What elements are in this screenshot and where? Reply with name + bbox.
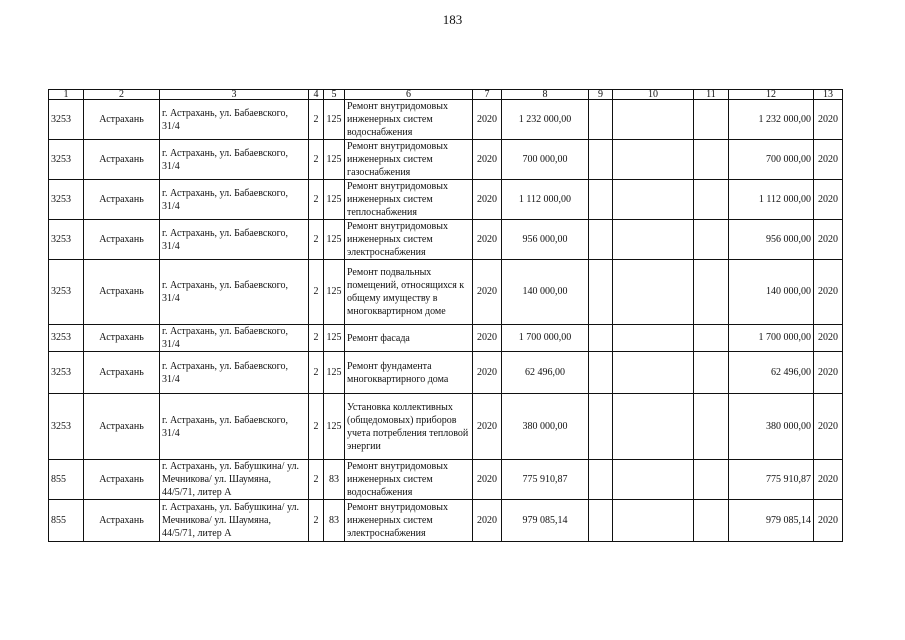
col9-cell [589,500,613,542]
cost-cell: 62 496,00 [502,352,589,394]
cost-cell: 1 700 000,00 [502,325,589,352]
col4-cell: 2 [309,460,324,500]
col11-cell [694,394,729,460]
year-cell: 2020 [473,500,502,542]
house-id-cell: 3253 [49,140,84,180]
table-row [49,325,843,352]
total-cost-cell: 140 000,00 [729,260,814,325]
cost-cell: 979 085,14 [502,500,589,542]
house-id-cell: 855 [49,460,84,500]
work-type-cell: Ремонт внутридомовых инженерных систем теплоснабжения [345,180,473,220]
page-number: 183 [442,12,463,27]
house-id-cell: 3253 [49,325,84,352]
end-year-cell: 2020 [814,500,843,542]
end-year-cell: 2020 [814,394,843,460]
col11-cell [694,260,729,325]
cost-cell: 1 112 000,00 [502,180,589,220]
table-row [49,352,843,394]
col4-cell: 2 [309,352,324,394]
city-cell: Астрахань [84,394,160,460]
year-cell: 2020 [473,394,502,460]
year-cell: 2020 [473,100,502,140]
city-cell: Астрахань [84,500,160,542]
total-cost-cell: 700 000,00 [729,140,814,180]
col9-cell [589,394,613,460]
column-number-row [49,90,843,100]
col4-cell: 2 [309,100,324,140]
end-year-cell: 2020 [814,100,843,140]
city-cell: Астрахань [84,220,160,260]
table-row [49,460,843,500]
total-cost-cell: 62 496,00 [729,352,814,394]
col5-cell: 125 [324,220,345,260]
total-cost-cell: 1 112 000,00 [729,180,814,220]
total-cost-cell: 956 000,00 [729,220,814,260]
end-year-cell: 2020 [814,460,843,500]
column-header: 5 [324,90,345,100]
column-header: 1 [49,90,84,100]
col4-cell: 2 [309,180,324,220]
total-cost-cell: 775 910,87 [729,460,814,500]
year-cell: 2020 [473,260,502,325]
col10-cell [613,140,694,180]
col9-cell [589,352,613,394]
work-type-cell: Ремонт фундамента многоквартирного дома [345,352,473,394]
col5-cell: 125 [324,140,345,180]
col10-cell [613,500,694,542]
column-header: 12 [729,90,814,100]
col10-cell [613,460,694,500]
house-id-cell: 3253 [49,220,84,260]
work-type-cell: Установка коллективных (общедомовых) приборов учета потребления тепловой энергии [345,394,473,460]
house-id-cell: 855 [49,500,84,542]
cost-cell: 700 000,00 [502,140,589,180]
address-cell: г. Астрахань, ул. Бабаевского, 31/4 [160,220,309,260]
address-cell: г. Астрахань, ул. Бабаевского, 31/4 [160,140,309,180]
col10-cell [613,260,694,325]
col5-cell: 125 [324,325,345,352]
column-header: 6 [345,90,473,100]
col5-cell: 125 [324,180,345,220]
work-type-cell: Ремонт внутридомовых инженерных систем электроснабжения [345,220,473,260]
end-year-cell: 2020 [814,180,843,220]
end-year-cell: 2020 [814,260,843,325]
col5-cell: 83 [324,460,345,500]
work-type-cell: Ремонт внутридомовых инженерных систем водоснабжения [345,100,473,140]
address-cell: г. Астрахань, ул. Бабаевского, 31/4 [160,394,309,460]
col4-cell: 2 [309,140,324,180]
col11-cell [694,500,729,542]
work-type-cell: Ремонт внутридомовых инженерных систем водоснабжения [345,460,473,500]
column-header: 2 [84,90,160,100]
work-type-cell: Ремонт фасада [345,325,473,352]
city-cell: Астрахань [84,325,160,352]
col10-cell [613,100,694,140]
year-cell: 2020 [473,220,502,260]
total-cost-cell: 1 700 000,00 [729,325,814,352]
year-cell: 2020 [473,140,502,180]
address-cell: г. Астрахань, ул. Бабаевского, 31/4 [160,260,309,325]
city-cell: Астрахань [84,180,160,220]
cost-cell: 775 910,87 [502,460,589,500]
address-cell: г. Астрахань, ул. Бабаевского, 31/4 [160,100,309,140]
house-id-cell: 3253 [49,100,84,140]
end-year-cell: 2020 [814,220,843,260]
work-type-cell: Ремонт подвальных помещений, относящихся к общему имуществу в многоквартирном доме [345,260,473,325]
table-row [49,394,843,460]
column-header: 4 [309,90,324,100]
col5-cell: 125 [324,352,345,394]
col11-cell [694,100,729,140]
address-cell: г. Астрахань, ул. Бабушкина/ ул. Мечникова/ ул. Шаумяна, 44/5/71, литер А [160,500,309,542]
cost-cell: 140 000,00 [502,260,589,325]
year-cell: 2020 [473,352,502,394]
table-row [49,500,843,542]
house-id-cell: 3253 [49,352,84,394]
end-year-cell: 2020 [814,140,843,180]
col11-cell [694,325,729,352]
house-id-cell: 3253 [49,394,84,460]
end-year-cell: 2020 [814,352,843,394]
total-cost-cell: 1 232 000,00 [729,100,814,140]
col4-cell: 2 [309,260,324,325]
city-cell: Астрахань [84,140,160,180]
col9-cell [589,140,613,180]
col9-cell [589,100,613,140]
col9-cell [589,260,613,325]
cost-cell: 380 000,00 [502,394,589,460]
city-cell: Астрахань [84,460,160,500]
col5-cell: 125 [324,260,345,325]
year-cell: 2020 [473,325,502,352]
column-header: 9 [589,90,613,100]
col10-cell [613,180,694,220]
cost-cell: 1 232 000,00 [502,100,589,140]
col11-cell [694,180,729,220]
col9-cell [589,460,613,500]
total-cost-cell: 979 085,14 [729,500,814,542]
col10-cell [613,394,694,460]
column-header: 13 [814,90,843,100]
address-cell: г. Астрахань, ул. Бабаевского, 31/4 [160,180,309,220]
col4-cell: 2 [309,394,324,460]
col4-cell: 2 [309,500,324,542]
col5-cell: 83 [324,500,345,542]
address-cell: г. Астрахань, ул. Бабушкина/ ул. Мечникова/ ул. Шаумяна, 44/5/71, литер А [160,460,309,500]
house-id-cell: 3253 [49,180,84,220]
address-cell: г. Астрахань, ул. Бабаевского, 31/4 [160,352,309,394]
col10-cell [613,352,694,394]
year-cell: 2020 [473,460,502,500]
house-id-cell: 3253 [49,260,84,325]
col4-cell: 2 [309,325,324,352]
col5-cell: 125 [324,394,345,460]
city-cell: Астрахань [84,352,160,394]
city-cell: Астрахань [84,100,160,140]
table-row [49,260,843,325]
total-cost-cell: 380 000,00 [729,394,814,460]
table-row [49,180,843,220]
capital-repair-table [48,89,843,542]
col11-cell [694,140,729,180]
end-year-cell: 2020 [814,325,843,352]
col10-cell [613,325,694,352]
column-header: 10 [613,90,694,100]
address-cell: г. Астрахань, ул. Бабаевского, 31/4 [160,325,309,352]
col11-cell [694,352,729,394]
table-row [49,140,843,180]
city-cell: Астрахань [84,260,160,325]
col11-cell [694,460,729,500]
column-header: 7 [473,90,502,100]
col9-cell [589,325,613,352]
col9-cell [589,220,613,260]
column-header: 11 [694,90,729,100]
year-cell: 2020 [473,180,502,220]
work-type-cell: Ремонт внутридомовых инженерных систем электроснабжения [345,500,473,542]
col10-cell [613,220,694,260]
table-row [49,100,843,140]
col4-cell: 2 [309,220,324,260]
work-type-cell: Ремонт внутридомовых инженерных систем газоснабжения [345,140,473,180]
col11-cell [694,220,729,260]
col9-cell [589,180,613,220]
col5-cell: 125 [324,100,345,140]
cost-cell: 956 000,00 [502,220,589,260]
column-header: 3 [160,90,309,100]
column-header: 8 [502,90,589,100]
table-row [49,220,843,260]
